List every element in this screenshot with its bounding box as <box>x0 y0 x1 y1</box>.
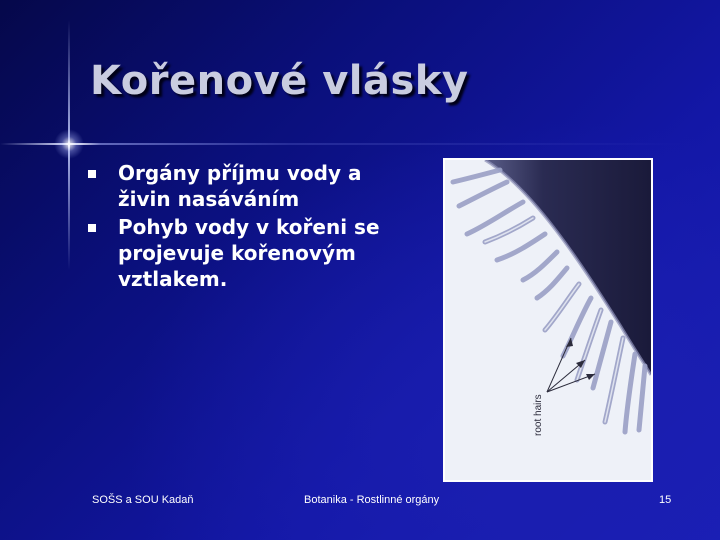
decorative-sparkle-horizontal <box>0 143 720 145</box>
footer-subject: Botanika - Rostlinné orgány <box>304 494 440 506</box>
root-hairs-micrograph <box>443 158 653 482</box>
footer-school: SOŠS a SOU Kadaň <box>92 494 194 506</box>
bullet-item <box>88 160 418 212</box>
micrograph-illustration <box>445 160 651 480</box>
bullet-text: Pohyb vody v kořeni se projevuje kořenovým vztlakem. <box>118 215 380 291</box>
bullet-item <box>88 214 418 292</box>
photo-annotation-label: root hairs <box>533 394 544 436</box>
page-number: 15 <box>659 494 672 506</box>
slide-title: Kořenové vlásky <box>90 58 469 104</box>
bullet-square-icon <box>88 170 96 178</box>
decorative-sparkle-glow <box>54 129 84 159</box>
bullet-square-icon <box>88 224 96 232</box>
bullet-text: Orgány příjmu vody a živin nasáváním <box>118 161 362 211</box>
bullet-list <box>88 160 418 294</box>
